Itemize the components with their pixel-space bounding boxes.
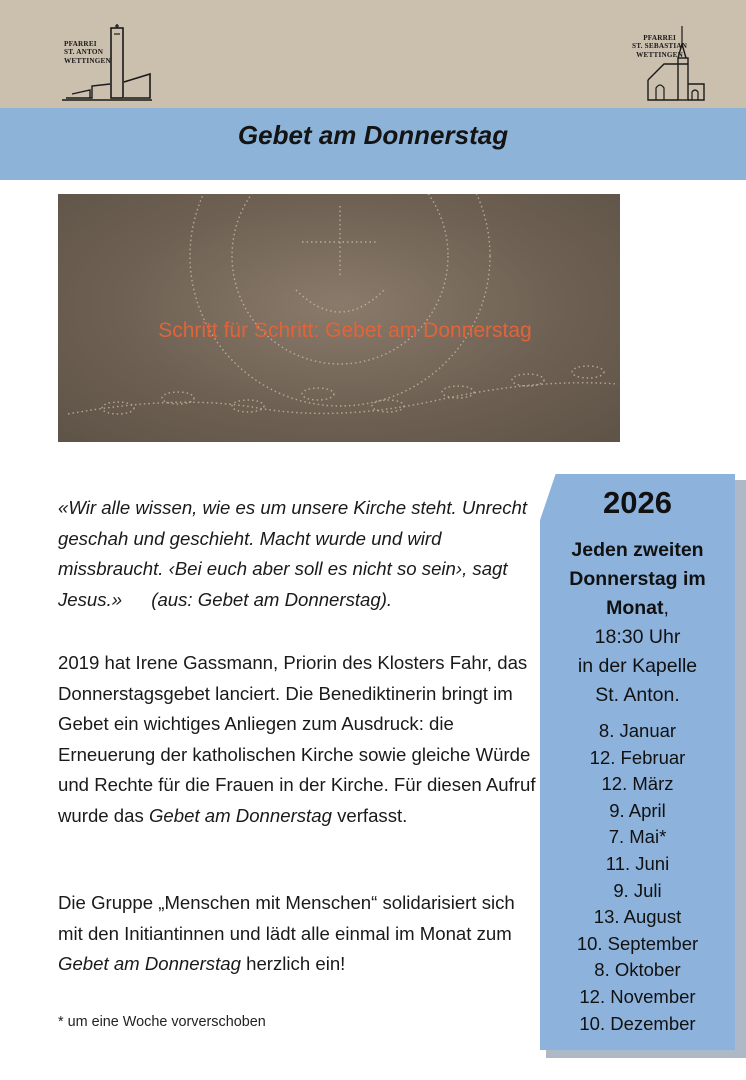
st-sebastian-logo bbox=[620, 24, 712, 104]
intro-text-end: verfasst. bbox=[331, 804, 408, 826]
st-sebastian-logo-text: PFARREI ST. SEBASTIAN WETTINGEN bbox=[632, 34, 688, 59]
date-item: 12. März bbox=[601, 773, 674, 795]
banner-caption: Schritt für Schritt: Gebet am Donnerstag bbox=[158, 319, 532, 342]
quote-text: «Wir alle wissen, wie es um unsere Kirche steht. Unrecht geschah und geschieht. Macht wurde und wird missbraucht. ‹Bei euch aber soll es nicht so sein›, sagt Jesus.» bbox=[58, 497, 527, 610]
date-item: 10. Dezember bbox=[579, 1012, 696, 1034]
page-title: Gebet am Donnerstag bbox=[237, 120, 509, 150]
intro-paragraph bbox=[58, 648, 538, 831]
schedule-place-line1: in der Kapelle bbox=[577, 655, 698, 677]
banner-image bbox=[58, 194, 620, 442]
date-item: 13. August bbox=[593, 906, 682, 928]
schedule-frequency: Jeden zweiten Donnerstag im Monat bbox=[569, 539, 706, 619]
date-item: 7. Mai* bbox=[608, 826, 667, 848]
date-item: 8. Oktober bbox=[594, 959, 681, 981]
schedule-details bbox=[540, 536, 735, 710]
date-item: 8. Januar bbox=[598, 720, 677, 741]
schedule-comma: , bbox=[663, 597, 669, 619]
quote-source: (aus: Gebet am Donnerstag). bbox=[151, 588, 393, 610]
dotted-seal-and-footprints-graphic bbox=[58, 194, 620, 442]
date-item: 9. Juli bbox=[613, 879, 662, 901]
intro-text: 2019 hat Irene Gassmann, Priorin des Klosters Fahr, das Donnerstagsgebet lanciert. Die Benediktinerin bringt im Gebet ein wichtiges Anliegen zum Ausdruck: die Erneuerung der katholischen Kirche sowie gleiche Würde und Rechte für die Frauen in der Kirche. Für diesen Aufruf wurde das bbox=[58, 652, 536, 826]
date-item: 12. November bbox=[579, 985, 696, 1007]
invitation-paragraph bbox=[58, 888, 538, 980]
st-anton-logo-text: PFARREI ST. ANTON WETTINGEN bbox=[64, 40, 111, 65]
schedule-place-line2: St. Anton. bbox=[595, 684, 680, 706]
date-item: 9. April bbox=[609, 799, 666, 821]
date-item: 12. Februar bbox=[589, 746, 686, 768]
date-item: 10. September bbox=[576, 932, 699, 954]
schedule-dates-list bbox=[540, 718, 735, 1037]
invitation-text: Die Gruppe „Menschen mit Menschen“ solidarisiert sich mit den Initiantinnen und lädt alle einmal im Monat zum bbox=[58, 892, 515, 944]
invitation-emphasis: Gebet am Donnerstag bbox=[58, 953, 241, 974]
schedule-time: 18:30 Uhr bbox=[594, 626, 681, 648]
intro-emphasis: Gebet am Donnerstag bbox=[148, 804, 332, 826]
invitation-text-end: herzlich ein! bbox=[240, 953, 346, 974]
quote-block bbox=[58, 493, 538, 615]
footnote: * um eine Woche vorverschoben bbox=[58, 1014, 266, 1030]
st-anton-logo bbox=[62, 24, 154, 104]
schedule-year: 2026 bbox=[603, 485, 672, 520]
date-item: 11. Juni bbox=[605, 852, 670, 874]
